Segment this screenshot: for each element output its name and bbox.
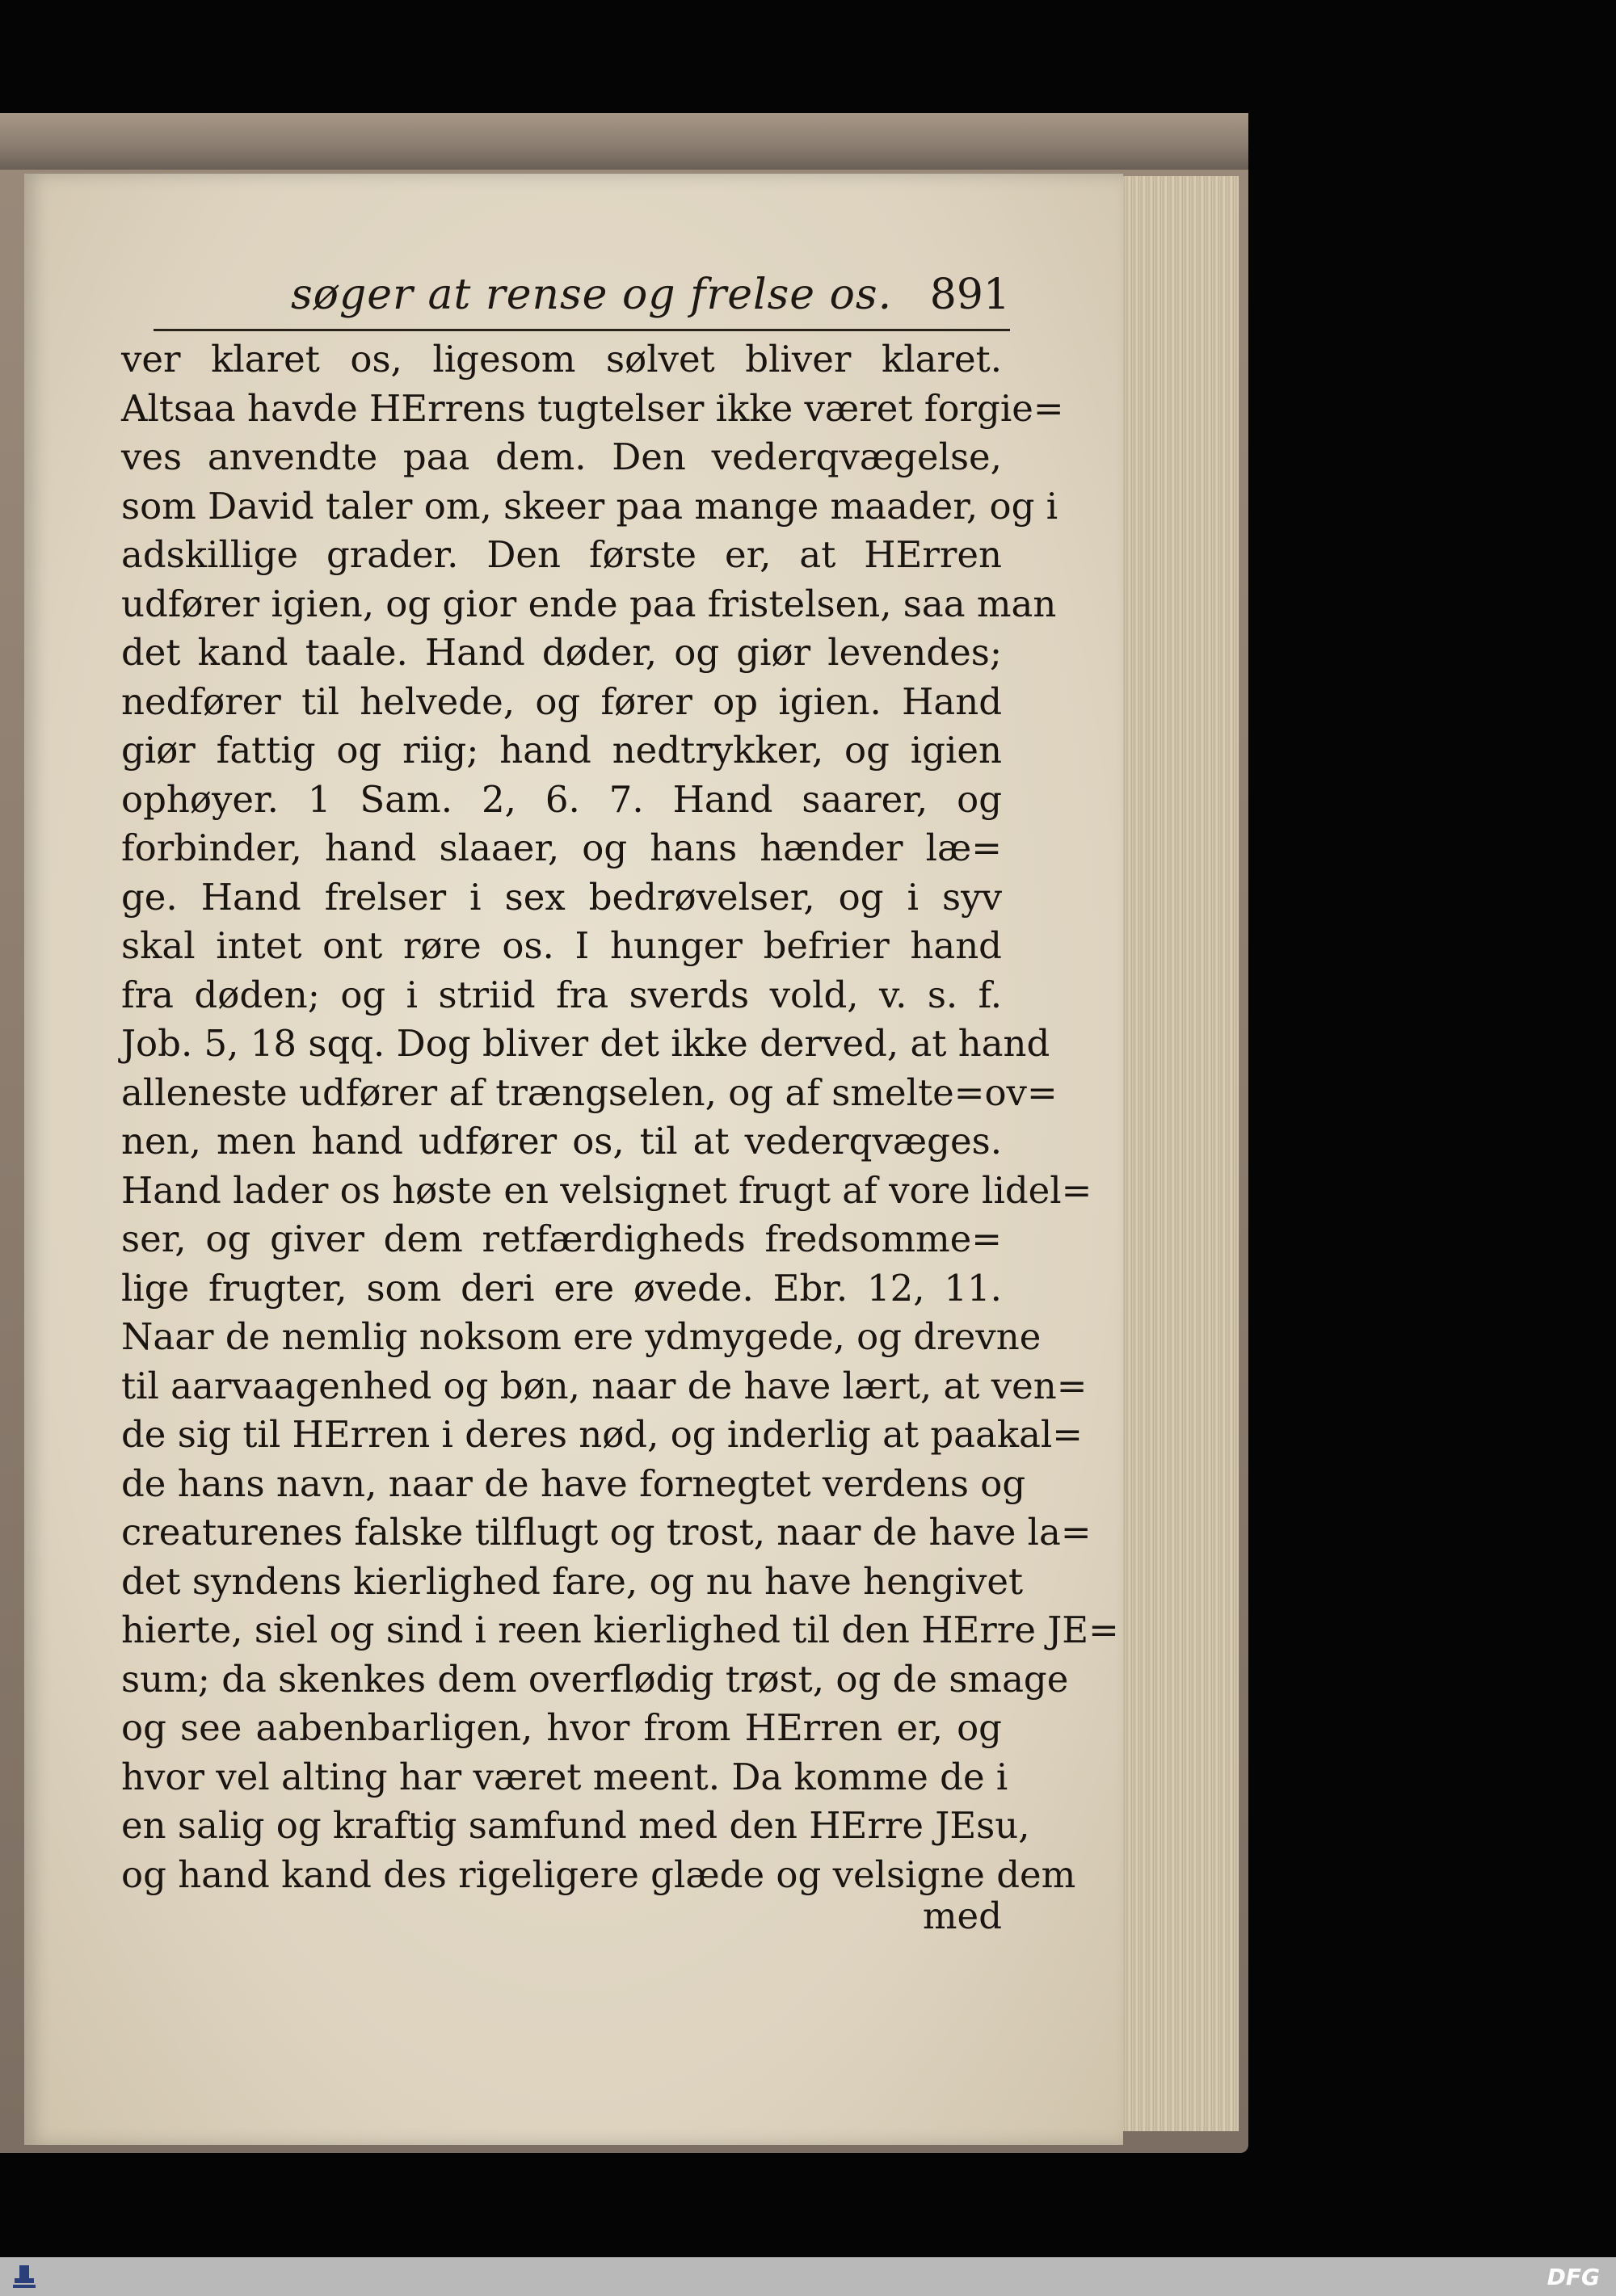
text-line: det syndens kierlighed fare, og nu have hengivet [121,1559,1024,1603]
text-line: ophøyer. 1 Sam. 2, 6. 7. Hand saarer, og [121,777,1002,821]
library-logo-icon [8,2260,40,2293]
text-line: sum; da skenkes dem overflødig trøst, og de smage [121,1657,1069,1701]
text-line: som David taler om, skeer paa mange maader, og i [121,484,1058,528]
text-line: udfører igien, og gior ende paa fristelsen, saa man [121,582,1057,625]
text-line: Altsaa havde HErrens tugtelser ikke været forgie= [121,386,1064,430]
page-number: 891 [929,271,1010,319]
text-line: nen, men hand udfører os, til at vederqvæges. [121,1120,1002,1163]
text-line: fra døden; og i striid fra sverds vold, v. s. f. [121,973,1002,1016]
running-title: søger at rense og frelse os. [291,271,893,319]
text-line: Naar de nemlig noksom ere ydmygede, og drevne [121,1315,1042,1358]
header-rule [154,329,1010,331]
text-line: alleneste udfører af trængselen, og af smelte=ov= [121,1070,1058,1114]
viewer-footer [0,2257,1616,2296]
text-line: ser, og giver dem retfærdigheds fredsomme= [121,1217,1002,1260]
text-line: hierte, siel og sind i reen kierlighed til den HErre JE= [121,1608,1119,1651]
page-header [154,271,1010,327]
text-line: og see aabenbarligen, hvor from HErren er, og [121,1706,1002,1749]
text-line: forbinder, hand slaaer, og hans hænder læ= [121,826,1002,869]
text-line: en salig og kraftig samfund med den HErre JEsu, [121,1804,1030,1847]
text-line: de hans navn, naar de have fornegtet verdens og [121,1461,1026,1505]
page-edges [1115,176,1239,2131]
text-line: giør fattig og riig; hand nedtrykker, og igien [121,729,1002,772]
text-line: ves anvendte paa dem. Den vederqvægelse, [121,435,1002,478]
text-line: de sig til HErren i deres nød, og inderlig at paakal= [121,1413,1083,1456]
text-line: Job. 5, 18 sqq. Dog bliver det ikke derved, at hand [121,1022,1050,1065]
text-line: til aarvaagenhed og bøn, naar de have lært, at ven= [121,1364,1088,1407]
text-line: hvor vel alting har været meent. Da komme de i [121,1755,1008,1798]
text-line: og hand kand des rigeligere glæde og velsigne dem [121,1852,1076,1896]
text-line: adskillige grader. Den første er, at HErren [121,533,1002,576]
text-line: ver klaret os, ligesom sølvet bliver klaret. [121,338,1002,381]
text-line: ge. Hand frelser i sex bedrøvelser, og i syv [121,875,1002,919]
text-line: lige frugter, som deri ere øvede. Ebr. 12, 11. [121,1266,1002,1310]
text-line: det kand taale. Hand døder, og giør levendes; [121,631,1002,674]
book-page [24,174,1123,2145]
catchword: med [922,1894,1002,1937]
text-line: Hand lader os høste en velsignet frugt af vore lidel= [121,1168,1092,1212]
body-text [121,335,1119,1899]
book-top-edge [0,113,1248,170]
text-line: nedfører til helvede, og fører op igien. Hand [121,679,1002,723]
dfg-logo: DFG [1547,2264,1600,2290]
text-line: creaturenes falske tilflugt og trost, naar de have la= [121,1511,1092,1554]
text-line: skal intet ont røre os. I hunger befrier hand [121,924,1002,967]
